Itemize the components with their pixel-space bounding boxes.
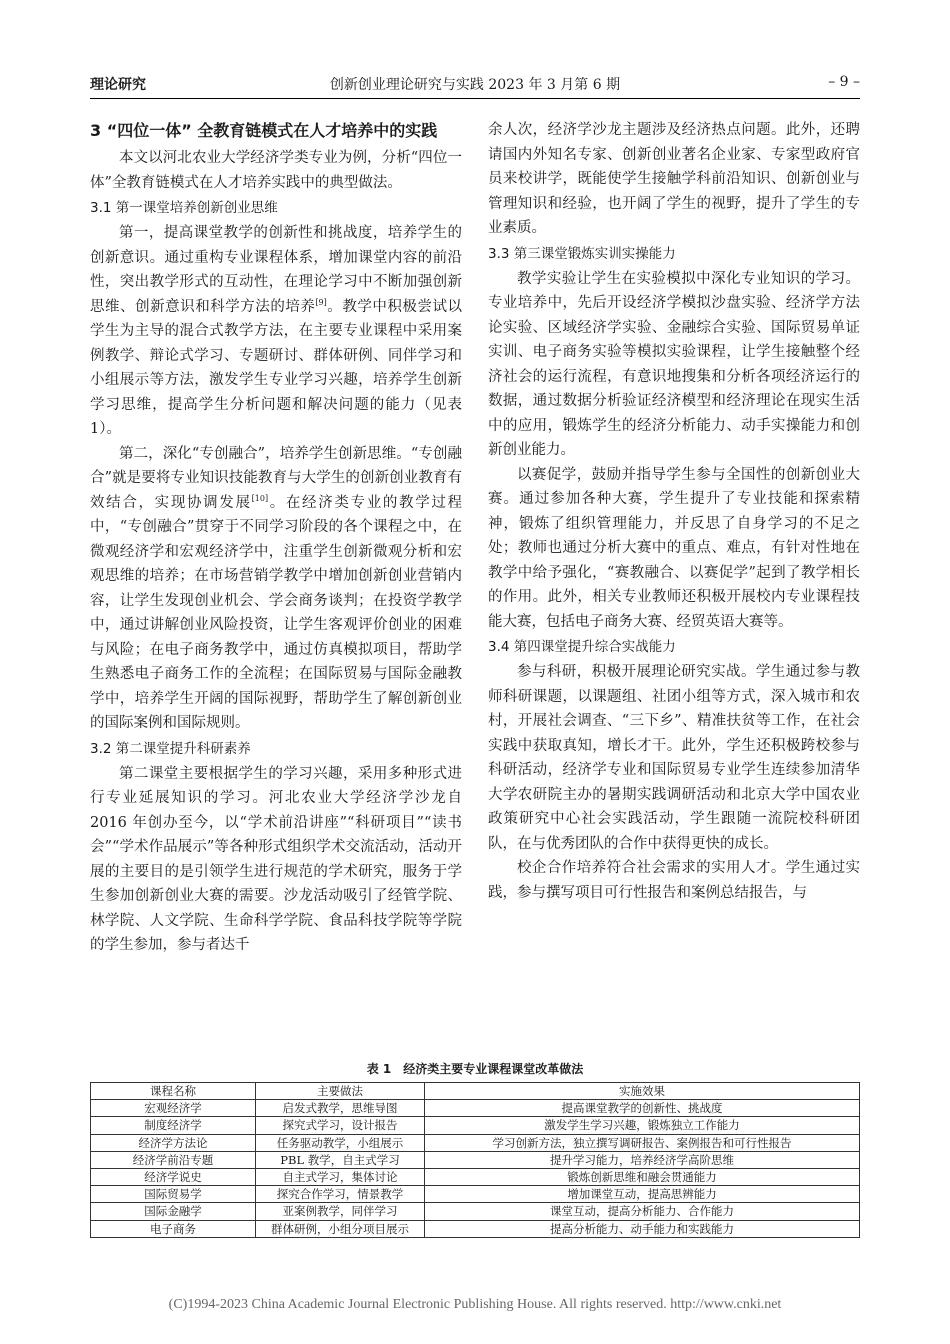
table-row xyxy=(91,1100,860,1117)
copyright-footer: (C)1994-2023 China Academic Journal Electronic Publishing House. All rights reserved. http://www.cnki.net xyxy=(168,1297,782,1312)
table-cell: 提高课堂教学的创新性、挑战度 xyxy=(425,1100,860,1117)
section-3-2-continuation: 余人次，经济学沙龙主题涉及经济热点问题。此外，还聘请国内外知名专家、创新创业著名企业家、专家型政府官员来校讲学，既能使学生接触学科前沿知识、创新创业与管理知识和经验，也开阔了学生的视野，提升了学生的专业素质。 xyxy=(488,122,860,236)
paragraph-text: 第一，提高课堂教学的创新性和挑战度，培养学生的创新意识。通过重构专业课程体系，增加课堂内容的前沿性，突出教学形式的互动性，在理论学习中不断加强创新思维、创新意识和科学方法的培养 xyxy=(90,225,462,315)
section-3-4-title: 3.4 第四课堂提升综合实战能力 xyxy=(488,639,676,655)
table-cell: 启发式教学，思维导图 xyxy=(256,1100,425,1117)
table-cell: 亚案例教学，同伴学习 xyxy=(256,1203,425,1220)
table-cell: 宏观经济学 xyxy=(91,1100,256,1117)
table-cell: 学习创新方法，独立撰写调研报告、案例报告和可行性报告 xyxy=(425,1134,860,1151)
section-3-1-title: 3.1 第一课堂培养创新创业思维 xyxy=(90,200,278,216)
table-header-row xyxy=(91,1083,860,1100)
table-cell: 经济学说史 xyxy=(91,1168,256,1185)
header-page-number: – 9 – xyxy=(828,74,860,90)
section-3-4-paragraph-2: 校企合作培养符合社会需求的实用人才。学生通过实践，参与撰写项目可行性报告和案例总结报告，与 xyxy=(488,860,860,901)
table-cell: 群体研例，小组分项目展示 xyxy=(256,1220,425,1237)
running-header xyxy=(90,74,860,96)
section-3-heading: 3 “四位一体” 全教育链模式在人才培养中的实践 xyxy=(90,121,438,140)
table-cell: 课堂互动，提高分析能力、合作能力 xyxy=(425,1203,860,1220)
table-row xyxy=(91,1117,860,1134)
table-cell: 经济学方法论 xyxy=(91,1134,256,1151)
table-cell: 任务驱动教学，小组展示 xyxy=(256,1134,425,1151)
table-cell: 提升学习能力，培养经济学高阶思维 xyxy=(425,1151,860,1168)
paragraph-text: 第二，深化“专创融合”，培养学生创新思维。“专创融合”就是要将专业知识技能教育与大学生的创新创业教育有效结合，实现协调发展 xyxy=(90,445,462,511)
table-row xyxy=(91,1134,860,1151)
table-row xyxy=(91,1220,860,1237)
paragraph-text: 。在经济类专业的教学过程中，“专创融合”贯穿于不同学习阶段的各个课程之中，在微观经济学和宏观经济学中，注重学生创新微观分析和宏观思维的培养；在市场营销学教学中增加创新创业营销内容，让学生发现创业机会、学会商务谈判；在投资学教学中，通过讲解创业风险投资，让学生客观评价创业的困难与风险；在电子商务教学中，通过仿真模拟项目，帮助学生熟悉电子商务工作的全流程；在国际贸易与国际金融教学中，培养学生开阔的国际视野，帮助学生了解创新创业的国际案例和国际规则。 xyxy=(90,494,463,731)
table-header-cell: 实施效果 xyxy=(425,1083,860,1100)
table-header-cell: 主要做法 xyxy=(256,1083,425,1100)
section-3-1-paragraph-1 xyxy=(90,221,462,442)
section-3-2-title: 3.2 第二课堂提升科研素养 xyxy=(90,740,251,757)
citation-10: [10] xyxy=(251,493,269,503)
section-3-3-paragraph-2: 以赛促学，鼓励并指导学生参与全国性的创新创业大赛。通过参加各种大赛，学生提升了专业技能和探索精神，锻炼了组织管理能力，并反思了自身学习的不足之处；教师也通过分析大赛中的重点、难点，有针对性地在教学中给予强化，“赛教融合、以赛促学”起到了教学相长的作用。此外，相关专业教师还积极开展校内专业课程技能大赛，包括电子商务大赛、经贸英语大赛等。 xyxy=(488,466,860,630)
table-cell: 自主式学习，集体讨论 xyxy=(256,1168,425,1185)
section-3-3-title: 3.3 第三课堂锻炼实训实操能力 xyxy=(488,245,676,262)
section-3-1-paragraph-2 xyxy=(90,442,462,736)
table-row xyxy=(91,1168,860,1185)
table-cell: 国际金融学 xyxy=(91,1203,256,1220)
section-3-2-paragraph-1: 第二课堂主要根据学生的学习兴趣，采用多种形式进行专业延展知识的学习。河北农业大学经济学沙龙自 2016 年创办至今，以“学术前沿讲座”“科研项目”“读书会”“学术作品展示”等各种形式组织学术交流活动，活动开展的主要目的是引领学生进行规范的学术研究，服务于学生参加创新创业大赛的需要。沙龙活动吸引了经管学院、林学院、人文学院、生命科学学院、食品科技学院等学院的学生参加，参与者达千 xyxy=(90,765,462,953)
citation-9: [9] xyxy=(315,297,327,307)
course-reform-table xyxy=(90,1082,860,1238)
table-row xyxy=(91,1203,860,1220)
table-cell: 探究合作学习，情景教学 xyxy=(256,1186,425,1203)
table-row xyxy=(91,1151,860,1168)
table-cell: 电子商务 xyxy=(91,1220,256,1237)
table-cell: PBL 教学，自主式学习 xyxy=(256,1151,425,1168)
section-3-intro: 本文以河北农业大学经济学类专业为例，分析“四位一体”全教育链模式在人才培养实践中的典型做法。 xyxy=(90,150,462,191)
table-cell: 制度经济学 xyxy=(91,1117,256,1134)
table-cell: 激发学生学习兴趣，锻炼独立工作能力 xyxy=(425,1117,860,1134)
table-row xyxy=(91,1186,860,1203)
left-column xyxy=(90,118,462,958)
table-cell: 锻炼创新思维和融会贯通能力 xyxy=(425,1168,860,1185)
table-cell: 探究式学习，设计报告 xyxy=(256,1117,425,1134)
table-1-caption: 表 1 经济类主要专业课程课堂改革做法 xyxy=(366,1062,584,1076)
right-column xyxy=(488,118,860,905)
paragraph-text: 。教学中积极尝试以学生为主导的混合式教学方法，在主要专业课程中采用案例教学、辩论式学习、专题研讨、群体研例、同伴学习和小组展示等方法，激发学生专业学习兴趣，培养学生创新学习思维，提高学生分析问题和解决问题的能力（见表 1）。 xyxy=(90,298,463,437)
table-cell: 提高分析能力、动手能力和实践能力 xyxy=(425,1220,860,1237)
header-section-label: 理论研究 xyxy=(90,77,146,93)
table-header-cell: 课程名称 xyxy=(91,1083,256,1100)
table-cell: 国际贸易学 xyxy=(91,1186,256,1203)
section-3-4-paragraph-1: 参与科研，积极开展理论研究实战。学生通过参与教师科研课题，以课题组、社团小组等方式，深入城市和农村，开展社会调查、“三下乡”、精准扶贫等工作，在社会实践中获取真知，增长才干。此外，学生还积极跨校参与科研活动，经济学专业和国际贸易专业学生连续参加清华大学农研院主办的暑期实践调研活动和北京大学中国农业政策研究中心社会实践活动，学生跟随一流院校科研团队，在与优秀团队的合作中获得更快的成长。 xyxy=(488,664,860,852)
section-3-3-paragraph-1: 教学实验让学生在实验模拟中深化专业知识的学习。专业培养中，先后开设经济学模拟沙盘实验、经济学方法论实验、区域经济学实验、金融综合实验、国际贸易单证实训、电子商务实验等模拟实验课程，让学生接触整个经济社会的运行流程，有意识地搜集和分析各项经济运行的数据，通过数据分析验证经济模型和经济理论在现实生活中的应用，锻炼学生的经济分析能力、动手实操能力和创新创业能力。 xyxy=(488,270,860,458)
header-journal-title: 创新创业理论研究与实践 2023 年 3 月第 6 期 xyxy=(329,77,621,93)
table-cell: 增加课堂互动，提高思辨能力 xyxy=(425,1186,860,1203)
header-rule xyxy=(90,98,860,99)
table-cell: 经济学前沿专题 xyxy=(91,1151,256,1168)
